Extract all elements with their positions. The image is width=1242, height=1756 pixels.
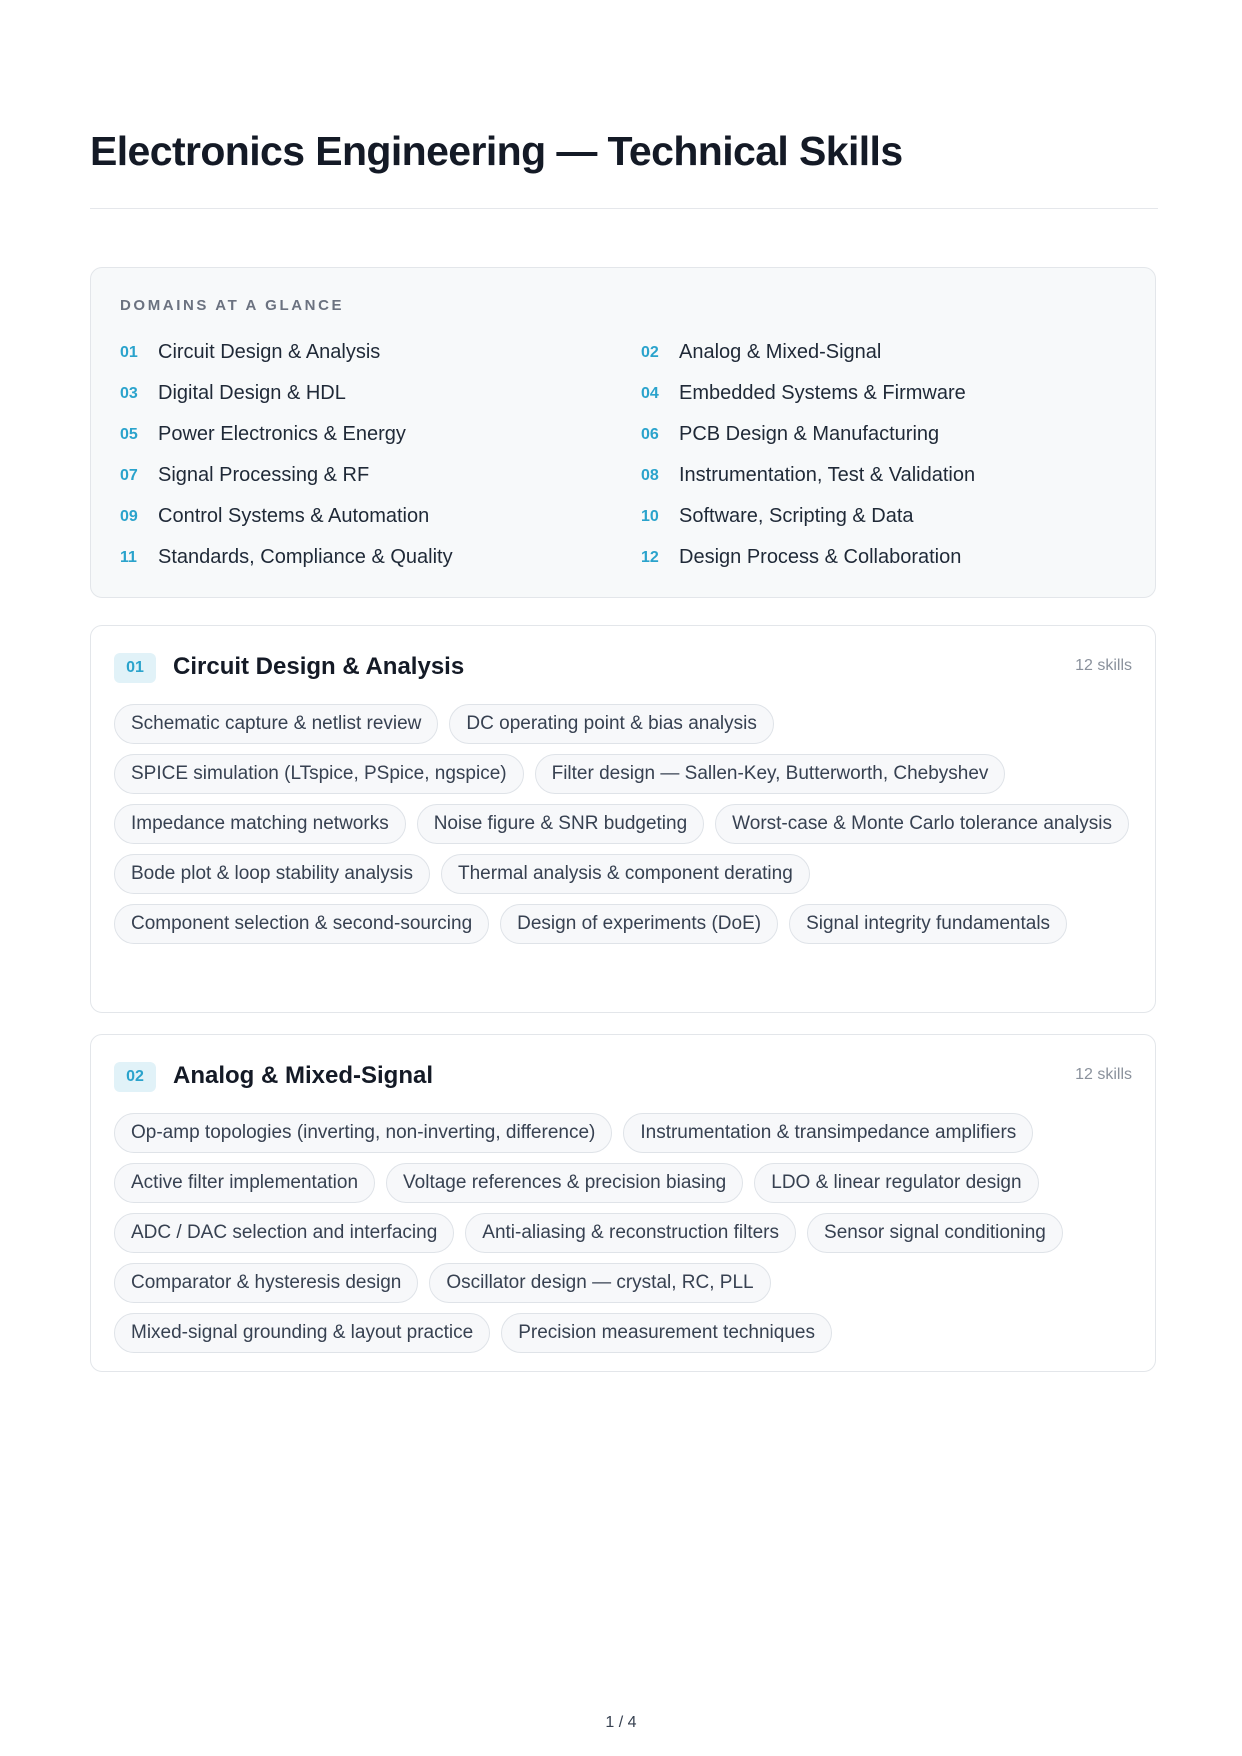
skill-chip-list [114,704,1134,944]
domains-overview-panel [90,267,1156,598]
skill-chip: Worst-case & Monte Carlo tolerance analysis [715,804,1129,844]
skill-chip: ADC / DAC selection and interfacing [114,1213,454,1253]
domain-label: Control Systems & Automation [158,505,430,527]
skill-chip: Active filter implementation [114,1163,375,1203]
skill-chip: Impedance matching networks [114,804,406,844]
title-divider [90,208,1158,209]
domain-label: Power Electronics & Energy [158,423,406,445]
skill-chip: Oscillator design — crystal, RC, PLL [429,1263,770,1303]
domain-item[interactable] [120,455,641,496]
skill-chip: Schematic capture & netlist review [114,704,438,744]
domain-label: Analog & Mixed-Signal [679,341,882,363]
skill-chip: Noise figure & SNR budgeting [417,804,704,844]
domain-item[interactable] [641,496,1130,537]
domain-item[interactable] [641,373,1130,414]
skill-chip: Mixed-signal grounding & layout practice [114,1313,490,1353]
domain-label: Circuit Design & Analysis [158,341,381,363]
skill-count: 12 skills [1075,1066,1132,1083]
domain-label: Standards, Compliance & Quality [158,546,453,568]
domain-item[interactable] [120,496,641,537]
domain-item[interactable] [120,373,641,414]
domain-number: 10 [641,507,659,525]
domain-item[interactable] [120,537,641,578]
skill-chip: Precision measurement techniques [501,1313,832,1353]
domain-label: Software, Scripting & Data [679,505,914,527]
domain-label: Digital Design & HDL [158,382,346,404]
domain-item[interactable] [120,332,641,373]
skill-chip: Signal integrity fundamentals [789,904,1067,944]
domain-number: 01 [120,343,138,361]
skill-section-analog-mixed-signal [90,1034,1156,1372]
skill-chip: Anti-aliasing & reconstruction filters [465,1213,796,1253]
domain-label: Embedded Systems & Firmware [679,382,966,404]
domain-label: Instrumentation, Test & Validation [679,464,976,486]
domain-number: 07 [120,466,138,484]
domain-item[interactable] [120,414,641,455]
skill-chip: Voltage references & precision biasing [386,1163,743,1203]
domain-number: 08 [641,466,659,484]
domain-label: PCB Design & Manufacturing [679,423,940,445]
section-number-badge: 02 [114,1062,156,1092]
page-title: Electronics Engineering — Technical Skills [90,128,903,174]
skill-chip: Filter design — Sallen-Key, Butterworth, Chebyshev [535,754,1006,794]
domain-label: Signal Processing & RF [158,464,370,486]
skill-section-circuit-design [90,625,1156,1013]
domain-number: 04 [641,384,659,402]
domain-number: 05 [120,425,138,443]
domain-item[interactable] [641,332,1130,373]
skill-chip: Sensor signal conditioning [807,1213,1063,1253]
skill-chip: Comparator & hysteresis design [114,1263,418,1303]
skill-chip: Op-amp topologies (inverting, non-inverting, difference) [114,1113,612,1153]
domain-number: 06 [641,425,659,443]
skill-count: 12 skills [1075,657,1132,674]
domain-number: 11 [120,548,137,566]
skill-chip: LDO & linear regulator design [754,1163,1038,1203]
skill-chip: Bode plot & loop stability analysis [114,854,430,894]
domains-overview-heading: DOMAINS AT A GLANCE [120,297,345,314]
domain-number: 09 [120,507,138,525]
skill-chip: Design of experiments (DoE) [500,904,778,944]
domain-number: 12 [641,548,659,566]
skill-chip: Thermal analysis & component derating [441,854,810,894]
skill-chip: Component selection & second-sourcing [114,904,489,944]
skill-chip: SPICE simulation (LTspice, PSpice, ngspice) [114,754,524,794]
domain-number: 03 [120,384,138,402]
domain-item[interactable] [641,455,1130,496]
domain-label: Design Process & Collaboration [679,546,962,568]
domain-item[interactable] [641,414,1130,455]
domains-list [120,332,1130,578]
skill-chip: DC operating point & bias analysis [449,704,773,744]
section-number-badge: 01 [114,653,156,683]
skill-chip-list [114,1113,1134,1353]
section-title: Analog & Mixed-Signal [173,1062,434,1089]
skill-chip: Instrumentation & transimpedance amplifiers [623,1113,1033,1153]
section-title: Circuit Design & Analysis [173,653,465,680]
domain-item[interactable] [641,537,1130,578]
page-indicator: 1 / 4 [605,1714,637,1731]
domain-number: 02 [641,343,659,361]
